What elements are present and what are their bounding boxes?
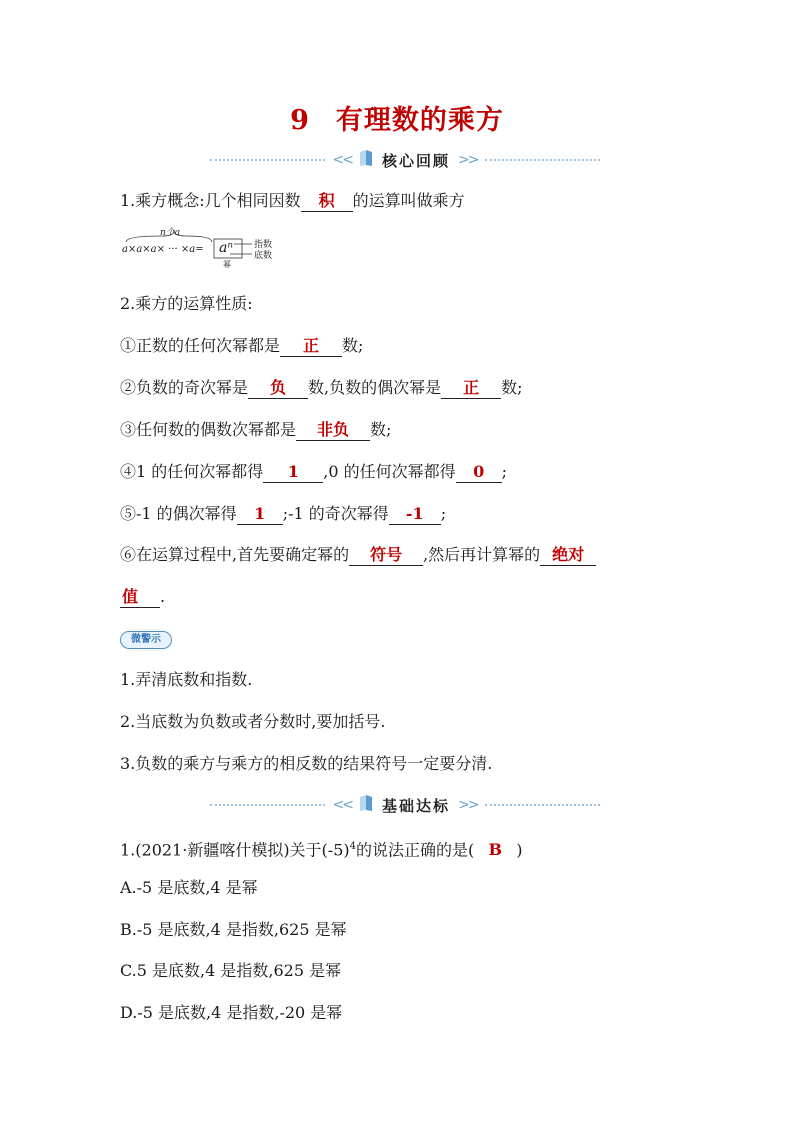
properties-heading: 2.乘方的运算性质:: [120, 294, 253, 313]
concept-text-pre: 1.乘方概念:几个相同因数: [120, 191, 301, 210]
dotted-divider-right: [485, 159, 600, 161]
question-text: 的说法正确的是(: [356, 840, 475, 860]
property-6-continued: [120, 586, 165, 608]
option-a: A.-5 是底数,4 是幂: [120, 878, 258, 897]
answer-blank: 1: [263, 462, 323, 483]
dotted-divider-left: [210, 159, 325, 161]
section-header-center: [325, 794, 486, 816]
property-3: [120, 419, 391, 441]
answer-blank: 符号: [349, 545, 423, 566]
answer-blank: 绝对: [540, 545, 596, 566]
double-chevron-left-icon: <<: [332, 152, 352, 168]
answer-blank: 积: [301, 191, 353, 212]
dotted-divider-left: [210, 804, 325, 806]
property-text: ③任何数的偶数次幂都是: [120, 420, 297, 439]
answer-blank: 1: [237, 504, 283, 525]
question-stem: [120, 836, 523, 861]
question-answer: B: [488, 840, 503, 860]
answer-blank: 非负: [296, 420, 370, 441]
section-header-core-review: [210, 148, 600, 172]
double-chevron-left-icon: <<: [332, 797, 352, 813]
property-text: ,0 的任何次幂都得: [323, 462, 456, 481]
section-label: 基础达标: [382, 796, 451, 815]
property-text: ①正数的任何次幂都是: [120, 336, 281, 355]
option-d: D.-5 是底数,4 是指数,-20 是幂: [120, 1003, 343, 1022]
question-text: 1.(2021·新疆喀什模拟)关于(-5): [120, 840, 350, 860]
answer-blank: 负: [248, 378, 308, 399]
section-header-basic: [210, 793, 600, 817]
property-5: [120, 503, 446, 525]
page-title: [0, 98, 794, 137]
answer-blank: -1: [389, 504, 441, 525]
formula-top-label: n个a: [160, 228, 181, 238]
property-text: ②负数的奇次幂是: [120, 378, 249, 397]
dotted-divider-right: [485, 804, 600, 806]
property-text: ⑤-1 的偶次幂得: [120, 504, 237, 523]
concept-line: [120, 190, 465, 212]
formula-base-label: 底数: [254, 251, 273, 261]
property-text: 数;: [370, 420, 392, 439]
formula-power: aⁿ: [219, 240, 234, 256]
property-text: .: [160, 587, 166, 606]
answer-blank: 值: [120, 587, 160, 608]
question-exponent: 4: [349, 841, 357, 852]
concept-text-post: 的运算叫做乘方: [352, 191, 465, 210]
property-text: ;-1 的奇次幂得: [282, 504, 389, 523]
property-text: ;: [440, 504, 447, 523]
property-text: 数;: [501, 378, 523, 397]
book-icon: [358, 149, 374, 171]
tip-1: 1.弄清底数和指数.: [120, 670, 253, 689]
tip-3: 3.负数的乘方与乘方的相反数的结果符号一定要分清.: [120, 754, 493, 773]
answer-blank: 正: [280, 336, 342, 357]
tip-2: 2.当底数为负数或者分数时,要加括号.: [120, 712, 386, 731]
property-2: [120, 377, 523, 399]
property-text: ⑥在运算过程中,首先要确定幂的: [120, 545, 350, 564]
property-text: ;: [501, 462, 508, 481]
property-text: 数,负数的偶次幂是: [308, 378, 442, 397]
formula-product: a×a×a× ··· ×a=: [122, 244, 204, 255]
answer-blank: 正: [441, 378, 501, 399]
double-chevron-right-icon: >>: [458, 797, 478, 813]
formula-power-label: 幂: [223, 260, 231, 269]
property-4: [120, 461, 507, 483]
double-chevron-right-icon: >>: [458, 152, 478, 168]
property-text: ④1 的任何次幂都得: [120, 462, 264, 481]
section-label: 核心回顾: [382, 151, 451, 170]
option-b: B.-5 是底数,4 是指数,625 是幂: [120, 920, 347, 939]
property-1: [120, 335, 363, 357]
formula-exponent-label: 指数: [254, 240, 273, 250]
title-text: 有理数的乘方: [335, 105, 504, 136]
property-text: 数;: [342, 336, 364, 355]
property-text: ,然后再计算幂的: [423, 545, 541, 564]
book-icon: [358, 794, 374, 816]
power-formula-diagram: [122, 226, 282, 269]
title-number: 9: [290, 105, 310, 136]
option-c: C.5 是底数,4 是指数,625 是幂: [120, 961, 342, 980]
answer-blank: 0: [456, 462, 502, 483]
tip-badge: 微警示: [120, 631, 172, 649]
question-text: ): [516, 840, 523, 860]
section-header-center: [325, 149, 486, 171]
property-6: [120, 544, 596, 566]
